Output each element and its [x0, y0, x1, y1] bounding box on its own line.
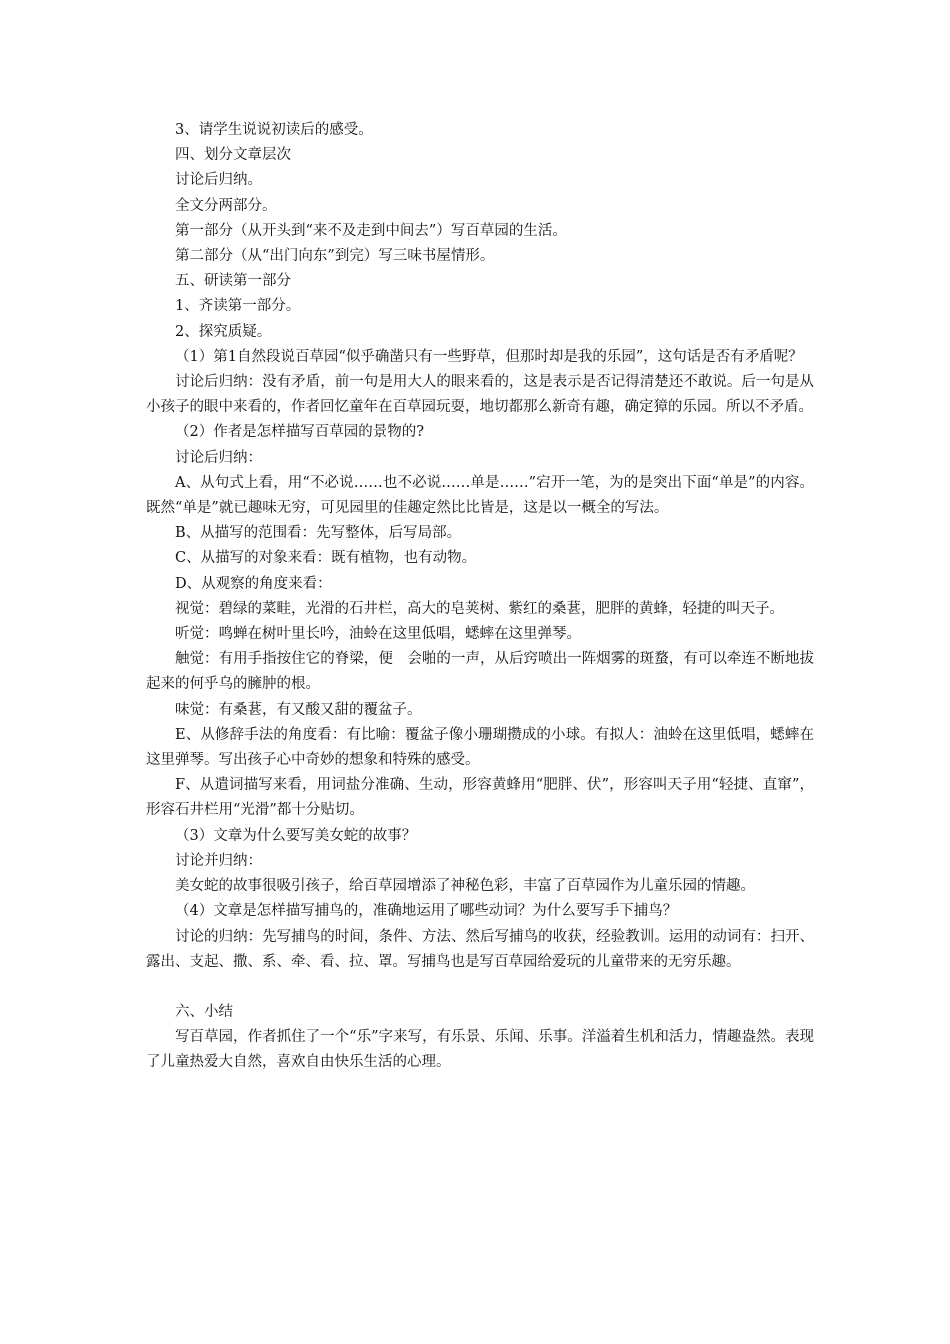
paragraph: 第一部分（从开头到“来不及走到中间去”）写百草园的生活。 [175, 222, 567, 239]
paragraph: 味觉：有桑葚，有又酸又甜的覆盆子。 [175, 701, 422, 718]
paragraph: B、从描写的范围看：先写整体，后写局部。 [175, 525, 462, 542]
paragraph: 美女蛇的故事很吸引孩子，给百草园增添了神秘色彩，丰富了百草园作为儿童乐园的情趣。 [175, 878, 755, 895]
paragraph: 讨论后归纳： [175, 449, 262, 466]
paragraph: C、从描写的对象来看：既有植物，也有动物。 [175, 550, 477, 567]
paragraph: （4）文章是怎样描写捕鸟的，准确地运用了哪些动词？为什么要写手下捕鸟？ [175, 903, 678, 920]
paragraph: （2）作者是怎样描写百草园的景物的? [175, 424, 424, 441]
section-heading: 四、划分文章层次 [175, 147, 291, 164]
paragraph: 讨论并归纳： [175, 852, 262, 869]
section-heading: 六、小结 [175, 1003, 233, 1020]
paragraph: 写百草园，作者抓住了一个“乐”字来写，有乐景、乐闻、乐事。洋溢着生机和活力，情趣盎然。表现了儿童热爱大自然，喜欢自由快乐生活的心理。 [146, 1029, 814, 1071]
paragraph: （1）第1自然段说百草园“似乎确凿只有一些野草，但那时却是我的乐园”，这句话是否有矛盾呢？ [175, 348, 803, 365]
document-body [146, 118, 814, 1076]
section-heading: 五、研读第一部分 [175, 273, 291, 290]
paragraph: A、从句式上看，用“不必说……也不必说……单是……”宕开一笔，为的是突出下面“单是”的内容。既然“单是”就已趣味无穷，可见园里的佳趣定然比比皆是，这是以一概全的写法。 [146, 474, 814, 517]
paragraph: （3）文章为什么要写美女蛇的故事？ [175, 827, 417, 844]
paragraph-gap [146, 975, 814, 1000]
paragraph: 听觉：鸣蝉在树叶里长吟，油蛉在这里低唱，蟋蟀在这里弹琴。 [175, 626, 581, 643]
paragraph: 第二部分（从“出门向东”到完）写三味书屋情形。 [175, 248, 495, 265]
paragraph: 讨论的归纳：先写捕鸟的时间，条件、方法、然后写捕鸟的收获，经验教训。运用的动词有：扫开、露出、支起、撒、系、牵、看、拉、罩。写捕鸟也是写百草园给爱玩的儿童带来的无穷乐趣。 [146, 928, 814, 970]
paragraph: E、从修辞手法的角度看：有比喻：覆盆子像小珊瑚攒成的小球。有拟人：油蛉在这里低唱，蟋蟀在这里弹琴。写出孩子心中奇妙的想象和特殊的感受。 [146, 726, 814, 769]
paragraph: 触觉：有用手指按住它的脊梁，便 会啪的一声，从后窍喷出一阵烟雾的斑蝥，有可以牵连不断地拔起来的何乎乌的臃肿的根。 [146, 651, 814, 693]
paragraph: D、从观察的角度来看： [175, 575, 332, 592]
paragraph: 全文分两部分。 [175, 197, 277, 214]
paragraph: 视觉：碧绿的菜畦，光滑的石井栏，高大的皂荚树、紫红的桑葚，肥胖的黄蜂，轻捷的叫天子。 [175, 600, 784, 617]
paragraph: 讨论后归纳：没有矛盾，前一句是用大人的眼来看的，这是表示是否记得清楚还不敢说。后一句是从小孩子的眼中来看的，作者回忆童年在百草园玩耍，地切都那么新奇有趣，确定獐的乐园。所以不矛盾。 [146, 374, 814, 416]
paragraph: F、从遣词描写来看，用词盐分准确、生动，形容黄蜂用“肥胖、伏”，形容叫天子用“轻捷、直窜”，形容石井栏用“光滑”都十分贴切。 [146, 777, 814, 819]
paragraph: 讨论后归纳。 [175, 172, 262, 189]
paragraph: 3、请学生说说初读后的感受。 [175, 122, 373, 138]
paragraph: 2、探究质疑。 [175, 323, 272, 340]
paragraph: 1、齐读第一部分。 [175, 298, 301, 315]
